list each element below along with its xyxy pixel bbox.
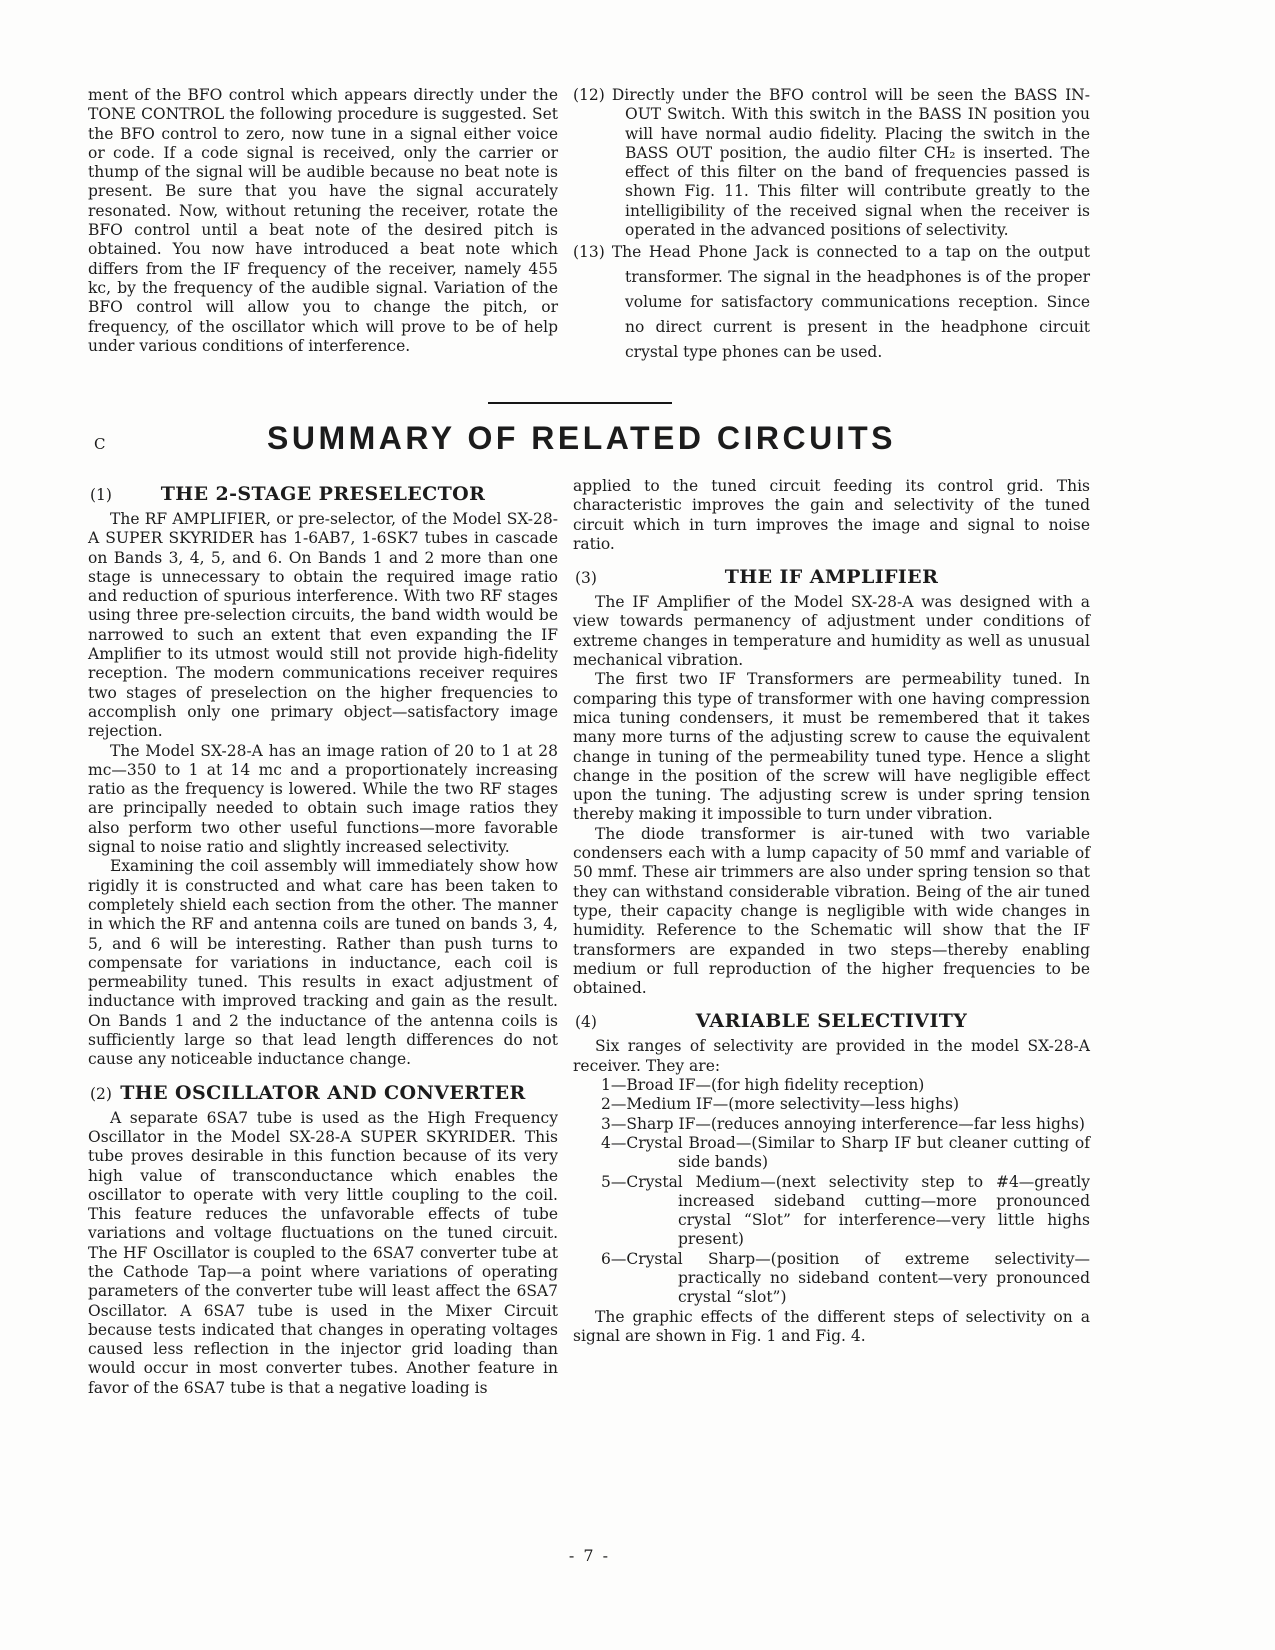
section-4-title: VARIABLE SELECTIVITY <box>695 1010 968 1033</box>
main-body <box>88 477 1090 1398</box>
section-2-title: THE OSCILLATOR AND CONVERTER <box>120 1081 526 1104</box>
selectivity-list <box>573 1076 1090 1308</box>
item-12-number: (12) <box>573 86 605 104</box>
section-1-heading <box>88 483 558 505</box>
selectivity-item-4: 4—Crystal Broad—(Similar to Sharp IF but cleaner cutting of side bands) <box>601 1133 1090 1172</box>
paragraph: The Model SX-28-A has an image ration of 20 to 1 at 28 mc—350 to 1 at 14 mc and a proportionately increasing ratio as the frequency is lowered. While the two RF stages are principally needed to obtain such image ratios they also perform two other useful functions—more favorable signal to noise ratio and slightly increased selectivity. <box>88 741 558 857</box>
selectivity-intro: Six ranges of selectivity are provided in the model SX-28-A receiver. They are: <box>573 1037 1090 1075</box>
selectivity-item-1: 1—Broad IF—(for high fidelity reception) <box>601 1076 925 1095</box>
paragraph: Examining the coil assembly will immediately show how rigidly it is constructed and what care has been taken to completely shield each section from the other. The manner in which the RF and antenna coils are tuned on bands 3, 4, 5, and 6 will be interesting. Rather than push turns to compensate for variations in inductance, each coil is permeability tuned. This results in exact adjustment of inductance with improved tracking and gain as the result. On Bands 1 and 2 the inductance of the antenna coils is sufficiently large so that lead length differences do not cause any noticeable inductance change. <box>88 857 558 1069</box>
paragraph: A separate 6SA7 tube is used as the High Frequency Oscillator in the Model SX-28-A SUPER SKYRIDER. This tube proves desirable in this function because of its very high value of transconductance which enables the oscillator to operate with very little coupling to the coil. This feature reduces the unfavorable effects of tube variations and voltage fluctuations on the tuned circuit. The HF Oscillator is coupled to the 6SA7 converter tube at the Cathode Tap—a point where variations of operating parameters of the converter tube will least affect the 6SA7 Oscillator. A 6SA7 tube is used in the Mixer Circuit because tests indicated that changes in operating voltages caused less reflection in the injector grid loading than would occur in most converter tubes. Another feature in favor of the 6SA7 tube is that a negative loading is <box>88 1108 558 1397</box>
paragraph: The diode transformer is air-tuned with two variable condensers each with a lump capacity of 50 mmf and variable of 50 mmf. These air trimmers are also under spring tension so that they can withstand considerable vibration. Being of the air tuned type, their capacity change is negligible with wide changes in humidity. Reference to the Schematic will show that the IF transformers are expanded in two steps—thereby enabling medium or full reproduction of the higher frequencies to be obtained. <box>573 824 1090 998</box>
section-3-title: THE IF AMPLIFIER <box>724 566 939 589</box>
section-4-number: (4) <box>575 1013 597 1032</box>
item-13-number: (13) <box>573 243 605 262</box>
paragraph: The first two IF Transformers are permeability tuned. In comparing this type of transformer with one having compression mica tuning condensers, it must be remembered that it takes many more turns of the adjusting screw to cause the equivalent change in tuning of the permeability tuned type. Hence a slight change in the position of the screw will have negligible effect upon the tuning. The adjusting screw is under spring tension thereby making it impossible to turn under vibration. <box>573 670 1090 824</box>
top-continuation-section <box>88 86 1090 365</box>
item-12-text: Directly under the BFO control will be seen the BASS IN-OUT Switch. With this switch in the BASS IN position you will have normal audio fidelity. Placing the switch in the BASS OUT position, the audio filter CH₂ is inserted. The effect of this filter on the band of frequencies passed is shown Fig. 11. This filter will contribute greatly to the intelligibility of the received signal when the receiver is operated in the advanced positions of selectivity. <box>611 86 1090 240</box>
main-left-column <box>88 477 558 1398</box>
section-3-number: (3) <box>575 569 597 588</box>
margin-letter: C <box>94 435 106 453</box>
numbered-item-13 <box>573 240 1090 365</box>
item-13-text: The Head Phone Jack is connected to a tap on the output transformer. The signal in the headphones is of the proper volume for satisfactory communications reception. Since no direct current is present in the headphone circuit crystal type phones can be used. <box>611 243 1090 362</box>
horizontal-rule <box>488 402 672 404</box>
page-title: SUMMARY OF RELATED CIRCUITS <box>266 420 896 456</box>
numbered-item-12 <box>573 86 1090 240</box>
section-3-heading <box>573 566 1090 588</box>
selectivity-item-6: 6—Crystal Sharp—(position of extreme selectivity—practically no sideband content—very pronounced crystal “slot”) <box>601 1249 1090 1307</box>
selectivity-closing: The graphic effects of the different steps of selectivity on a signal are shown in Fig. 1 and Fig. 4. <box>573 1307 1090 1345</box>
main-right-column <box>573 477 1090 1398</box>
selectivity-item-2: 2—Medium IF—(more selectivity—less highs) <box>601 1095 959 1114</box>
section-2-continuation: applied to the tuned circuit feeding its control grid. This characteristic improves the gain and selectivity of the tuned circuit which in turn improves the image and signal to noise ratio. <box>573 477 1090 553</box>
section-4-heading <box>573 1010 1090 1032</box>
selectivity-item-3: 3—Sharp IF—(reduces annoying interference—far less highs) <box>601 1114 1085 1133</box>
selectivity-item-5: 5—Crystal Medium—(next selectivity step to #4—greatly increased sideband cutting—more pronounced crystal “Slot” for interference—very little highs present) <box>601 1172 1090 1249</box>
page-number: - 7 - <box>568 1546 611 1565</box>
paragraph: The RF AMPLIFIER, or pre-selector, of the Model SX-28-A SUPER SKYRIDER has 1-6AB7, 1-6SK7 tubes in cascade on Bands 3, 4, 5, and 6. On Bands 1 and 2 more than one stage is unnecessary to obtain the required image ratio and reduction of spurious interference. With two RF stages using three pre-selection circuits, the band width would be narrowed to such an extent that even expanding the IF Amplifier to its utmost would still not provide high-fidelity reception. The modern communications receiver requires two stages of preselection on the higher frequencies to accomplish only one primary object—satisfactory image rejection. <box>88 510 558 741</box>
section-2-number: (2) <box>90 1084 112 1103</box>
bfo-continuation-paragraph: ment of the BFO control which appears directly under the TONE CONTROL the following procedure is suggested. Set the BFO control to zero, now tune in a signal either voice or code. If a code signal is received, only the carrier or thump of the signal will be audible because no beat note is present. Be sure that you have the signal accurately resonated. Now, without retuning the receiver, rotate the BFO control until a beat note of the desired pitch is obtained. You now have introduced a beat note which differs from the IF frequency of the receiver, namely 455 kc, by the frequency of the audible signal. Variation of the BFO control will allow you to change the pitch, or frequency, of the oscillator which will prove to be of help under various conditions of interference. <box>88 86 558 355</box>
top-left-column <box>88 86 558 365</box>
section-2-heading <box>88 1082 558 1104</box>
paragraph: The IF Amplifier of the Model SX-28-A was designed with a view towards permanency of adjustment under conditions of extreme changes in temperature and humidity as well as unusual mechanical vibration. <box>573 593 1090 670</box>
title-row <box>88 420 1091 457</box>
section-1-title: THE 2-STAGE PRESELECTOR <box>160 483 486 505</box>
section-1-number: (1) <box>90 486 112 504</box>
top-right-column <box>573 86 1090 365</box>
